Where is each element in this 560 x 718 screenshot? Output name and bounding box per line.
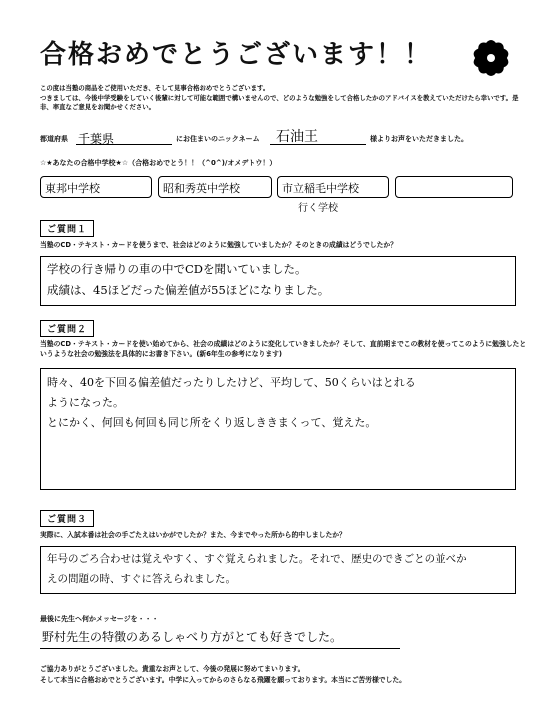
schools-label: ☆★あなたの合格中学校★☆（合格おめでとう！！（^0^)/オメデトウ！） xyxy=(40,159,277,167)
answer-line: ようになった。 xyxy=(47,396,124,409)
page-title: 合格おめでとうございます！！ xyxy=(40,40,433,70)
school-name: 東邦中学校 xyxy=(45,182,100,195)
answer-1-box xyxy=(40,256,516,306)
question-2-text: 当塾のCD・テキスト・カードを使い始めてから、社会の成績はどのように変化していきましたか？そして、直前期までこの教材を使ってこのように勉強したというような社会の勉強法を具体的にお書き下さい。(新6年生の参考になります) xyxy=(40,340,527,358)
question-1-label: ご質問１ xyxy=(40,220,94,237)
answer-1-text xyxy=(47,259,509,301)
prefecture-label: 都道府県 xyxy=(40,135,68,143)
question-1-text: 当塾のCD・テキスト・カードを使うまで、社会はどのように勉強していましたか？そのときの成績はどうでしたか？ xyxy=(40,241,397,249)
closing-line: ご協力ありがとうございました。貴重なお声として、今後の発展に努めてまいります。 xyxy=(40,665,305,673)
closing-text xyxy=(40,664,406,685)
school-box xyxy=(158,176,272,198)
school-box xyxy=(395,176,513,198)
nickname-label: にお住まいのニックネーム xyxy=(176,135,260,143)
message-field xyxy=(40,626,400,649)
nickname-field xyxy=(270,126,366,145)
flower-icon xyxy=(456,30,526,86)
answer-line: 学校の行き帰りの車の中でCDを聞いていました。 xyxy=(47,262,307,276)
nickname-value: 石油王 xyxy=(276,129,318,145)
answer-line: とにかく、何回も何回も同じ所をくり返しききまくって、覚えた。 xyxy=(47,416,377,429)
school-box xyxy=(40,176,152,198)
answer-3-box xyxy=(40,546,516,594)
prefecture-value: 千葉県 xyxy=(78,132,115,146)
intro-line: つきましては、今後中学受験をしていく後輩に対して可能な範囲で構いませんので、どのような勉強をして合格したかのアドバイスを教えていただけたら幸いです。是非、率直なご意見をお聞かせください。 xyxy=(40,93,519,112)
school-name: 昭和秀英中学校 xyxy=(163,182,240,195)
answer-line: 時々、40を下回る偏差値だったりしたけど、平均して、50くらいはとれる xyxy=(47,376,416,389)
message-label: 最後に先生へ何かメッセージを・・・ xyxy=(40,615,159,623)
enrolled-mark: 行く学校 xyxy=(298,203,338,214)
answer-3-text xyxy=(47,549,509,589)
nickname-suffix: 様よりお声をいただきました。 xyxy=(370,135,468,143)
prefecture-field xyxy=(76,128,172,145)
question-3-label: ご質問３ xyxy=(40,510,94,527)
answer-line: えの問題の時、すぐに答えられました。 xyxy=(47,573,236,585)
answer-2-box xyxy=(40,368,516,490)
school-box xyxy=(277,176,389,198)
answer-2-text xyxy=(47,373,509,433)
answer-line: 年号のごろ合わせは覚えやすく、すぐ覚えられました。それで、歴史のできごとの並べか xyxy=(47,553,467,565)
question-3-text: 実際に、入試本番は社会の手ごたえはいかがでしたか？また、今までやった所から的中しましたか？ xyxy=(40,531,346,539)
school-name: 市立稲毛中学校 xyxy=(282,182,359,195)
closing-line: そして本当に合格おめでとうございます。中学に入ってからのさらなる飛躍を願っております。本当にご苦労様でした。 xyxy=(40,675,406,684)
intro-text xyxy=(40,84,525,113)
message-text: 野村先生の特徴のあるしゃべり方がとても好きでした。 xyxy=(42,630,343,644)
question-2-label: ご質問２ xyxy=(40,320,94,337)
intro-line: この度は当塾の商品をご使用いただき、そして見事合格おめでとうございます。 xyxy=(40,84,270,92)
answer-line: 成績は、45ほどだった偏差値が55ほどになりました。 xyxy=(47,283,330,297)
